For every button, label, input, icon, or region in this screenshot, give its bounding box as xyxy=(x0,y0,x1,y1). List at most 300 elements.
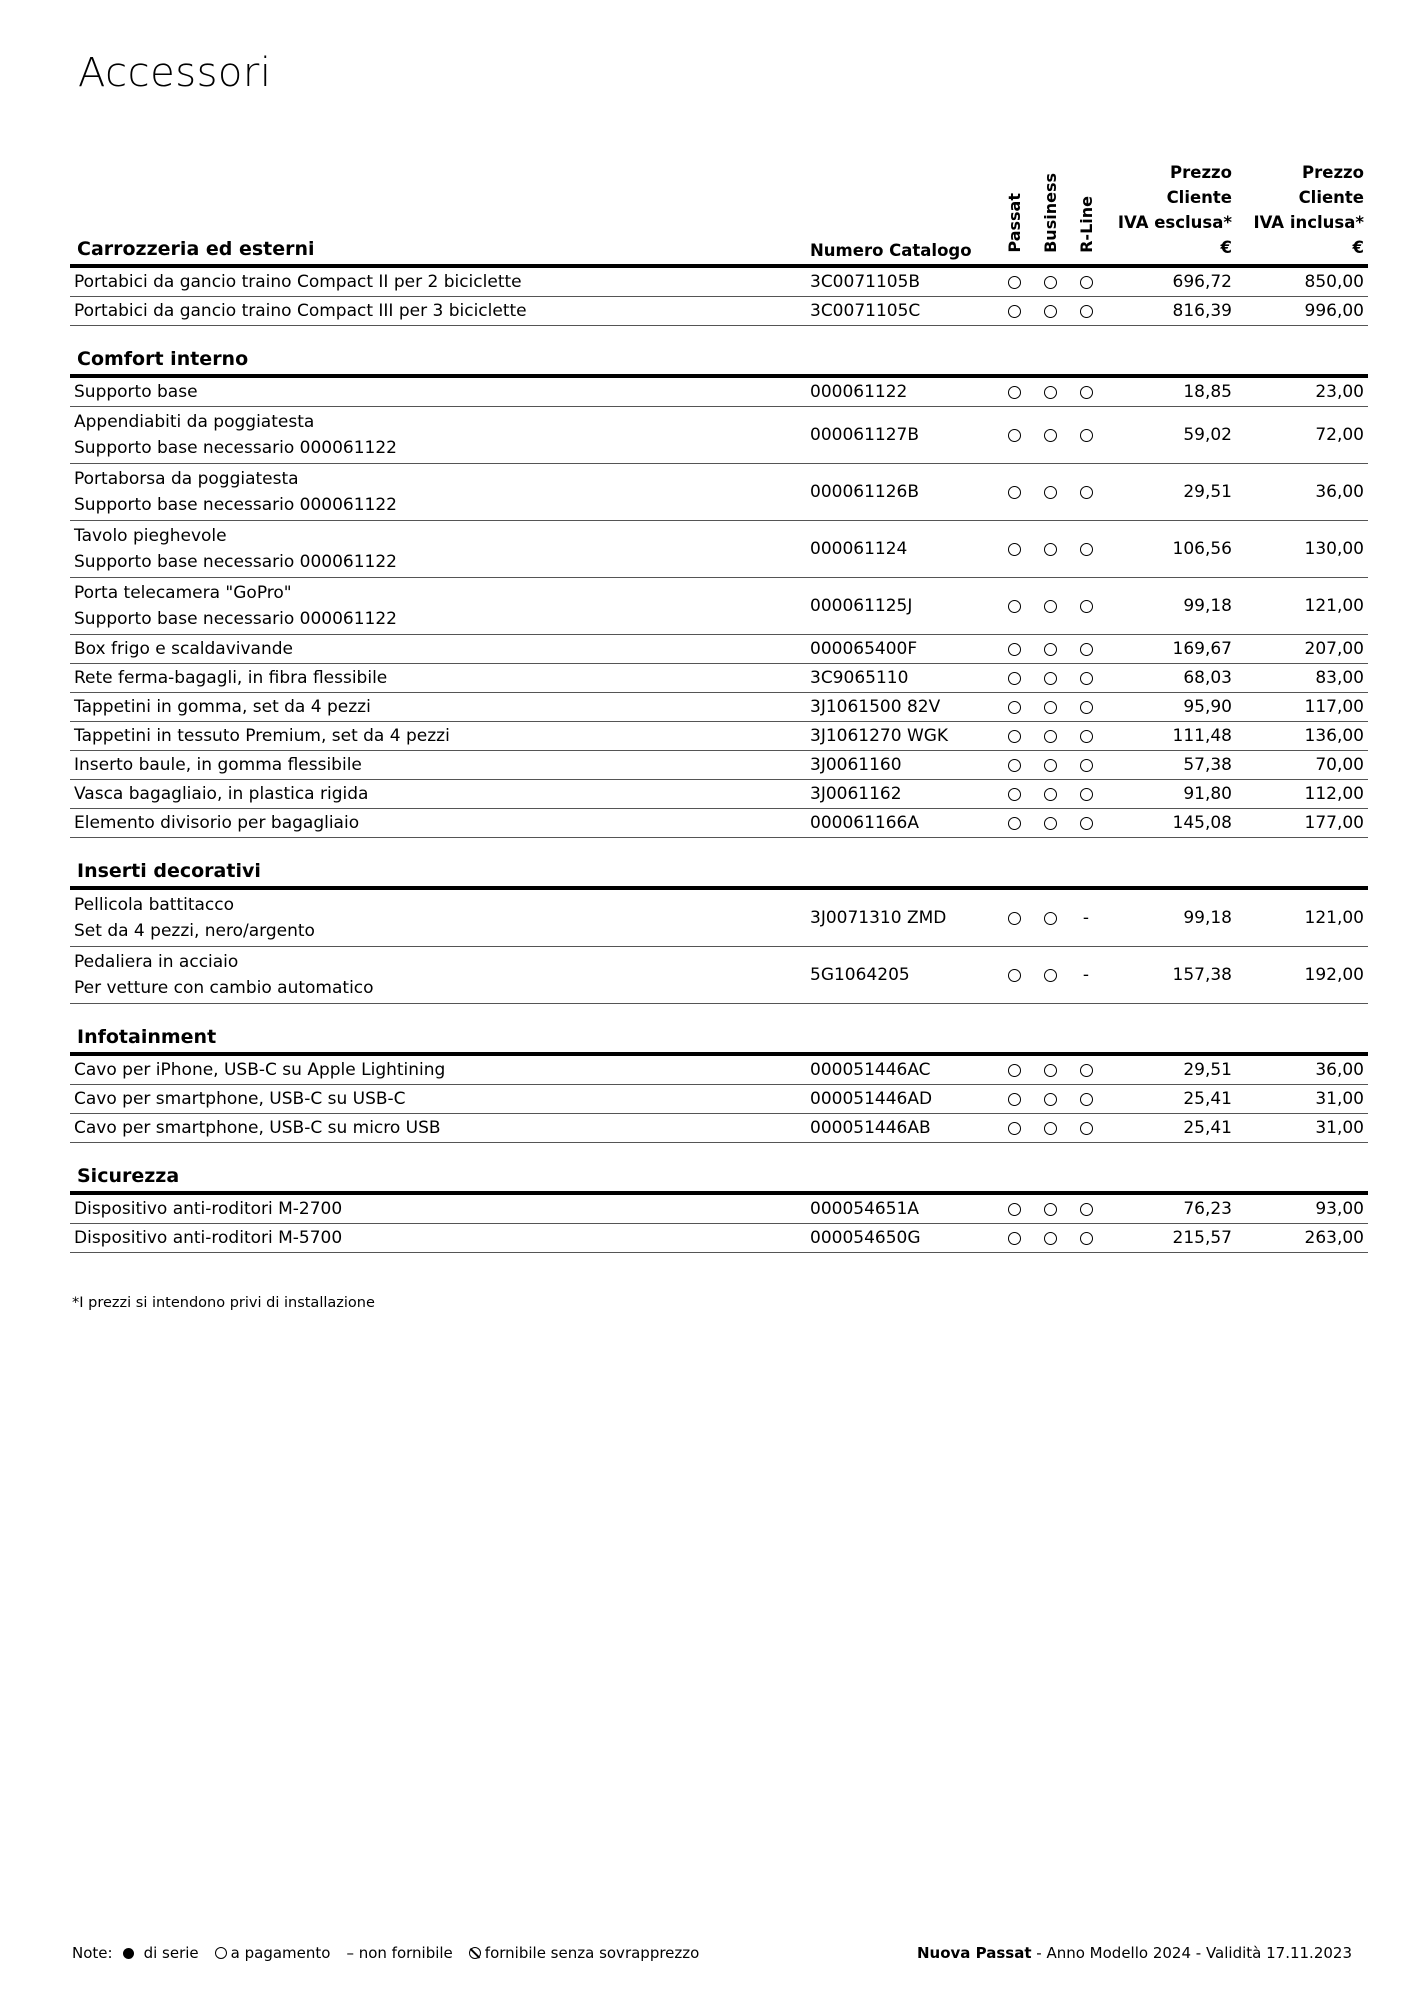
open-circle-icon xyxy=(1044,969,1057,982)
catalog-number: 000065400F xyxy=(810,635,996,664)
item-description xyxy=(70,376,810,407)
availability-cell xyxy=(1068,722,1104,751)
item-description xyxy=(70,809,810,838)
price-incl-vat: 192,00 xyxy=(1236,947,1368,1004)
open-circle-icon xyxy=(1008,276,1021,289)
open-circle-icon xyxy=(1044,730,1057,743)
price-incl-vat: 83,00 xyxy=(1236,664,1368,693)
catalog-number: 000054651A xyxy=(810,1193,996,1224)
open-circle-icon xyxy=(1008,429,1021,442)
catalog-number: 3J1061500 82V xyxy=(810,693,996,722)
note-free: fornibile senza sovrapprezzo xyxy=(484,1944,700,1962)
item-description xyxy=(70,751,810,780)
section-header-row xyxy=(70,326,1368,377)
price-incl-vat: 70,00 xyxy=(1236,751,1368,780)
availability-cell xyxy=(1068,407,1104,464)
price-excl-vat: 215,57 xyxy=(1104,1224,1236,1253)
table-row xyxy=(70,464,1368,521)
catalog-number: 000061127B xyxy=(810,407,996,464)
table-row xyxy=(70,376,1368,407)
column-header-catalog: Numero Catalogo xyxy=(810,160,996,266)
price-incl-vat: 112,00 xyxy=(1236,780,1368,809)
item-description xyxy=(70,780,810,809)
open-circle-icon xyxy=(1080,817,1093,830)
section-header-row xyxy=(70,1143,1368,1194)
open-circle-icon xyxy=(1080,305,1093,318)
table-row xyxy=(70,635,1368,664)
catalog-number: 3J0061160 xyxy=(810,751,996,780)
open-circle-icon xyxy=(1080,1203,1093,1216)
open-circle-icon xyxy=(1008,1064,1021,1077)
table-row xyxy=(70,1054,1368,1085)
table-row xyxy=(70,751,1368,780)
availability-mark: - xyxy=(1082,908,1090,928)
price-excl-vat: 169,67 xyxy=(1104,635,1236,664)
availability-cell xyxy=(1068,693,1104,722)
availability-cell xyxy=(1032,1224,1068,1253)
price-incl-vat: 72,00 xyxy=(1236,407,1368,464)
catalog-number: 000051446AB xyxy=(810,1114,996,1143)
price-excl-vat: 57,38 xyxy=(1104,751,1236,780)
section-title: Infotainment xyxy=(70,1004,810,1055)
description-line: Dispositivo anti-roditori M-2700 xyxy=(74,1199,343,1219)
price-header-line: Prezzo Cliente xyxy=(1166,163,1232,207)
table-row xyxy=(70,1114,1368,1143)
open-circle-icon xyxy=(1080,701,1093,714)
availability-cell xyxy=(996,1085,1032,1114)
section-title: Inserti decorativi xyxy=(70,838,810,889)
availability-cell xyxy=(996,1114,1032,1143)
section-header-row xyxy=(70,160,1368,266)
availability-cell xyxy=(1032,888,1068,947)
section-header-spacer xyxy=(810,1143,1368,1194)
catalog-number: 000061124 xyxy=(810,521,996,578)
open-circle-icon xyxy=(1044,1064,1057,1077)
item-description xyxy=(70,888,810,947)
table-row xyxy=(70,1085,1368,1114)
open-circle-icon xyxy=(215,1947,227,1959)
price-excl-vat: 68,03 xyxy=(1104,664,1236,693)
catalog-number: 000051446AD xyxy=(810,1085,996,1114)
description-line: Supporto base necessario 000061122 xyxy=(74,609,397,629)
open-circle-icon xyxy=(1008,701,1021,714)
price-incl-vat: 31,00 xyxy=(1236,1085,1368,1114)
open-circle-icon xyxy=(1080,386,1093,399)
item-description xyxy=(70,664,810,693)
catalog-number: 000054650G xyxy=(810,1224,996,1253)
availability-cell xyxy=(996,888,1032,947)
availability-cell xyxy=(1068,635,1104,664)
item-description xyxy=(70,578,810,635)
variant-label: Passat xyxy=(1004,193,1024,253)
availability-cell xyxy=(1068,947,1104,1004)
description-line: Tappetini in gomma, set da 4 pezzi xyxy=(74,697,371,717)
open-circle-icon xyxy=(1080,759,1093,772)
availability-cell xyxy=(996,809,1032,838)
catalog-number: 3C0071105C xyxy=(810,297,996,326)
open-circle-icon xyxy=(1008,486,1021,499)
column-header-price-incl xyxy=(1236,160,1368,266)
note-unavailable: – non fornibile xyxy=(346,1944,453,1962)
availability-cell xyxy=(996,464,1032,521)
crossed-circle-icon xyxy=(469,1947,481,1959)
open-circle-icon xyxy=(1080,1232,1093,1245)
table-row xyxy=(70,780,1368,809)
open-circle-icon xyxy=(1044,429,1057,442)
description-line: Supporto base necessario 000061122 xyxy=(74,552,397,572)
availability-cell xyxy=(1068,376,1104,407)
notes-label: Note: xyxy=(72,1944,113,1962)
open-circle-icon xyxy=(1080,543,1093,556)
item-description xyxy=(70,947,810,1004)
price-incl-vat: 117,00 xyxy=(1236,693,1368,722)
price-incl-vat: 177,00 xyxy=(1236,809,1368,838)
price-excl-vat: 29,51 xyxy=(1104,1054,1236,1085)
catalog-number: 000061126B xyxy=(810,464,996,521)
legend-notes xyxy=(72,1944,715,1962)
open-circle-icon xyxy=(1044,486,1057,499)
description-line: Pedaliera in acciaio xyxy=(74,952,239,972)
availability-cell xyxy=(1068,1054,1104,1085)
item-description xyxy=(70,297,810,326)
availability-cell xyxy=(1068,1085,1104,1114)
description-line: Cavo per iPhone, USB-C su Apple Lightining xyxy=(74,1060,446,1080)
price-incl-vat: 36,00 xyxy=(1236,464,1368,521)
open-circle-icon xyxy=(1008,543,1021,556)
open-circle-icon xyxy=(1044,817,1057,830)
availability-cell xyxy=(1032,464,1068,521)
table-row xyxy=(70,297,1368,326)
catalog-number: 3J0071310 ZMD xyxy=(810,888,996,947)
column-header-variant xyxy=(1032,160,1068,266)
description-line: Rete ferma-bagagli, in fibra flessibile xyxy=(74,668,388,688)
availability-cell xyxy=(1032,1114,1068,1143)
open-circle-icon xyxy=(1044,788,1057,801)
table-row xyxy=(70,947,1368,1004)
item-description xyxy=(70,1193,810,1224)
availability-cell xyxy=(1032,664,1068,693)
column-header-variant xyxy=(996,160,1032,266)
price-excl-vat: 25,41 xyxy=(1104,1114,1236,1143)
price-incl-vat: 996,00 xyxy=(1236,297,1368,326)
description-line: Supporto base necessario 000061122 xyxy=(74,495,397,515)
availability-cell xyxy=(996,578,1032,635)
description-line: Set da 4 pezzi, nero/argento xyxy=(74,921,315,941)
description-line: Tavolo pieghevole xyxy=(74,526,227,546)
description-line: Pellicola battitacco xyxy=(74,895,235,915)
open-circle-icon xyxy=(1044,759,1057,772)
table-row xyxy=(70,407,1368,464)
filled-circle-icon xyxy=(123,1948,134,1959)
open-circle-icon xyxy=(1008,305,1021,318)
footnote: *I prezzi si intendono privi di installazione xyxy=(72,1295,375,1311)
note-standard: di serie xyxy=(143,1944,199,1962)
price-incl-vat: 31,00 xyxy=(1236,1114,1368,1143)
variant-label: Business xyxy=(1040,173,1060,253)
price-excl-vat: 76,23 xyxy=(1104,1193,1236,1224)
accessories-table xyxy=(70,160,1368,1253)
price-incl-vat: 136,00 xyxy=(1236,722,1368,751)
open-circle-icon xyxy=(1008,759,1021,772)
description-line: Cavo per smartphone, USB-C su micro USB xyxy=(74,1118,441,1138)
table-row xyxy=(70,888,1368,947)
description-line: Cavo per smartphone, USB-C su USB-C xyxy=(74,1089,406,1109)
item-description xyxy=(70,693,810,722)
price-incl-vat: 263,00 xyxy=(1236,1224,1368,1253)
availability-cell xyxy=(1068,1224,1104,1253)
availability-cell xyxy=(996,780,1032,809)
open-circle-icon xyxy=(1008,730,1021,743)
section-header-spacer xyxy=(810,838,1368,889)
open-circle-icon xyxy=(1080,276,1093,289)
price-excl-vat: 99,18 xyxy=(1104,888,1236,947)
availability-cell xyxy=(1068,809,1104,838)
model-name: Nuova Passat xyxy=(916,1944,1032,1962)
item-description xyxy=(70,1114,810,1143)
availability-cell xyxy=(996,722,1032,751)
open-circle-icon xyxy=(1044,1203,1057,1216)
description-line: Supporto base necessario 000061122 xyxy=(74,438,397,458)
description-line: Dispositivo anti-roditori M-5700 xyxy=(74,1228,343,1248)
model-info xyxy=(917,1944,1352,1962)
open-circle-icon xyxy=(1008,600,1021,613)
open-circle-icon xyxy=(1008,1232,1021,1245)
availability-cell xyxy=(1032,297,1068,326)
open-circle-icon xyxy=(1044,305,1057,318)
variant-label: R-Line xyxy=(1076,196,1096,253)
price-excl-vat: 25,41 xyxy=(1104,1085,1236,1114)
availability-cell xyxy=(996,1193,1032,1224)
price-excl-vat: 99,18 xyxy=(1104,578,1236,635)
open-circle-icon xyxy=(1008,1203,1021,1216)
availability-cell xyxy=(996,376,1032,407)
item-description xyxy=(70,1224,810,1253)
availability-cell xyxy=(1032,266,1068,297)
open-circle-icon xyxy=(1008,1122,1021,1135)
availability-cell xyxy=(1068,664,1104,693)
availability-cell xyxy=(1068,1193,1104,1224)
section-title: Comfort interno xyxy=(70,326,810,377)
availability-cell xyxy=(1068,464,1104,521)
catalog-number: 3J1061270 WGK xyxy=(810,722,996,751)
open-circle-icon xyxy=(1044,701,1057,714)
open-circle-icon xyxy=(1044,543,1057,556)
availability-cell xyxy=(1032,693,1068,722)
open-circle-icon xyxy=(1044,600,1057,613)
price-incl-vat: 36,00 xyxy=(1236,1054,1368,1085)
item-description xyxy=(70,1085,810,1114)
open-circle-icon xyxy=(1044,643,1057,656)
item-description xyxy=(70,1054,810,1085)
description-line: Tappetini in tessuto Premium, set da 4 pezzi xyxy=(74,726,450,746)
item-description xyxy=(70,635,810,664)
availability-cell xyxy=(996,635,1032,664)
section-header-row xyxy=(70,1004,1368,1055)
availability-cell xyxy=(1068,780,1104,809)
description-line: Inserto baule, in gomma flessibile xyxy=(74,755,362,775)
price-incl-vat: 207,00 xyxy=(1236,635,1368,664)
price-incl-vat: 130,00 xyxy=(1236,521,1368,578)
open-circle-icon xyxy=(1080,643,1093,656)
description-line: Vasca bagagliaio, in plastica rigida xyxy=(74,784,369,804)
price-excl-vat: 59,02 xyxy=(1104,407,1236,464)
price-excl-vat: 111,48 xyxy=(1104,722,1236,751)
catalog-number: 3J0061162 xyxy=(810,780,996,809)
price-header-line: IVA inclusa* xyxy=(1253,213,1364,232)
price-incl-vat: 93,00 xyxy=(1236,1193,1368,1224)
availability-cell xyxy=(1032,578,1068,635)
price-incl-vat: 121,00 xyxy=(1236,578,1368,635)
open-circle-icon xyxy=(1008,788,1021,801)
price-excl-vat: 29,51 xyxy=(1104,464,1236,521)
column-header-variant xyxy=(1068,160,1104,266)
price-excl-vat: 91,80 xyxy=(1104,780,1236,809)
description-line: Box frigo e scaldavivande xyxy=(74,639,293,659)
open-circle-icon xyxy=(1080,672,1093,685)
column-header-price-excl xyxy=(1104,160,1236,266)
description-line: Porta telecamera "GoPro" xyxy=(74,583,292,603)
open-circle-icon xyxy=(1080,486,1093,499)
section-header-spacer xyxy=(810,1004,1368,1055)
item-description xyxy=(70,722,810,751)
catalog-number: 3C0071105B xyxy=(810,266,996,297)
item-description xyxy=(70,521,810,578)
availability-cell xyxy=(1032,407,1068,464)
availability-mark: - xyxy=(1082,965,1090,985)
table-row xyxy=(70,693,1368,722)
availability-cell xyxy=(996,266,1032,297)
open-circle-icon xyxy=(1008,817,1021,830)
open-circle-icon xyxy=(1080,730,1093,743)
open-circle-icon xyxy=(1044,386,1057,399)
section-header-row xyxy=(70,838,1368,889)
item-description xyxy=(70,407,810,464)
model-validity: - Anno Modello 2024 - Validità 17.11.2023 xyxy=(1031,1944,1352,1962)
section-title: Carrozzeria ed esterni xyxy=(70,160,810,266)
description-line: Appendiabiti da poggiatesta xyxy=(74,412,315,432)
availability-cell xyxy=(996,407,1032,464)
availability-cell xyxy=(1068,888,1104,947)
table-row xyxy=(70,722,1368,751)
availability-cell xyxy=(996,664,1032,693)
price-excl-vat: 157,38 xyxy=(1104,947,1236,1004)
catalog-number: 000061122 xyxy=(810,376,996,407)
section-header-spacer xyxy=(810,326,1368,377)
availability-cell xyxy=(996,1054,1032,1085)
availability-cell xyxy=(1032,751,1068,780)
description-line: Supporto base xyxy=(74,382,198,402)
open-circle-icon xyxy=(1008,912,1021,925)
availability-cell xyxy=(1068,266,1104,297)
price-excl-vat: 18,85 xyxy=(1104,376,1236,407)
open-circle-icon xyxy=(1044,672,1057,685)
description-line: Elemento divisorio per bagagliaio xyxy=(74,813,360,833)
availability-cell xyxy=(996,297,1032,326)
availability-cell xyxy=(996,693,1032,722)
availability-cell xyxy=(996,947,1032,1004)
open-circle-icon xyxy=(1044,276,1057,289)
availability-cell xyxy=(1032,947,1068,1004)
table-row xyxy=(70,266,1368,297)
price-header-line: € xyxy=(1220,238,1232,257)
description-line: Portabici da gancio traino Compact III per 3 biciclette xyxy=(74,301,527,321)
price-excl-vat: 696,72 xyxy=(1104,266,1236,297)
open-circle-icon xyxy=(1008,1093,1021,1106)
availability-cell xyxy=(1032,809,1068,838)
availability-cell xyxy=(1068,1114,1104,1143)
open-circle-icon xyxy=(1044,912,1057,925)
open-circle-icon xyxy=(1044,1122,1057,1135)
note-paid: a pagamento xyxy=(230,1944,331,1962)
availability-cell xyxy=(1032,1085,1068,1114)
open-circle-icon xyxy=(1008,969,1021,982)
open-circle-icon xyxy=(1044,1093,1057,1106)
description-line: Per vetture con cambio automatico xyxy=(74,978,374,998)
open-circle-icon xyxy=(1080,429,1093,442)
availability-cell xyxy=(1068,578,1104,635)
table-row xyxy=(70,809,1368,838)
price-excl-vat: 816,39 xyxy=(1104,297,1236,326)
section-title: Sicurezza xyxy=(70,1143,810,1194)
price-incl-vat: 23,00 xyxy=(1236,376,1368,407)
availability-cell xyxy=(1032,635,1068,664)
price-incl-vat: 850,00 xyxy=(1236,266,1368,297)
catalog-number: 5G1064205 xyxy=(810,947,996,1004)
open-circle-icon xyxy=(1008,643,1021,656)
catalog-number: 000061125J xyxy=(810,578,996,635)
open-circle-icon xyxy=(1080,788,1093,801)
open-circle-icon xyxy=(1044,1232,1057,1245)
availability-cell xyxy=(996,1224,1032,1253)
table-row xyxy=(70,1224,1368,1253)
item-description xyxy=(70,464,810,521)
catalog-number: 000051446AC xyxy=(810,1054,996,1085)
catalog-number: 3C9065110 xyxy=(810,664,996,693)
open-circle-icon xyxy=(1008,386,1021,399)
availability-cell xyxy=(1032,521,1068,578)
availability-cell xyxy=(1032,722,1068,751)
table-row xyxy=(70,578,1368,635)
price-excl-vat: 95,90 xyxy=(1104,693,1236,722)
item-description xyxy=(70,266,810,297)
availability-cell xyxy=(1068,521,1104,578)
description-line: Portaborsa da poggiatesta xyxy=(74,469,299,489)
open-circle-icon xyxy=(1008,672,1021,685)
price-excl-vat: 106,56 xyxy=(1104,521,1236,578)
open-circle-icon xyxy=(1080,600,1093,613)
catalog-number: 000061166A xyxy=(810,809,996,838)
availability-cell xyxy=(1068,751,1104,780)
open-circle-icon xyxy=(1080,1064,1093,1077)
availability-cell xyxy=(1068,297,1104,326)
price-header-line: IVA esclusa* xyxy=(1117,213,1232,232)
open-circle-icon xyxy=(1080,1093,1093,1106)
availability-cell xyxy=(1032,1054,1068,1085)
price-header-line: Prezzo Cliente xyxy=(1298,163,1364,207)
price-incl-vat: 121,00 xyxy=(1236,888,1368,947)
availability-cell xyxy=(1032,780,1068,809)
availability-cell xyxy=(996,521,1032,578)
availability-cell xyxy=(996,751,1032,780)
table-row xyxy=(70,1193,1368,1224)
availability-cell xyxy=(1032,1193,1068,1224)
availability-cell xyxy=(1032,376,1068,407)
table-row xyxy=(70,521,1368,578)
description-line: Portabici da gancio traino Compact II per 2 biciclette xyxy=(74,272,522,292)
open-circle-icon xyxy=(1080,1122,1093,1135)
page-title: Accessori xyxy=(78,50,272,96)
price-excl-vat: 145,08 xyxy=(1104,809,1236,838)
